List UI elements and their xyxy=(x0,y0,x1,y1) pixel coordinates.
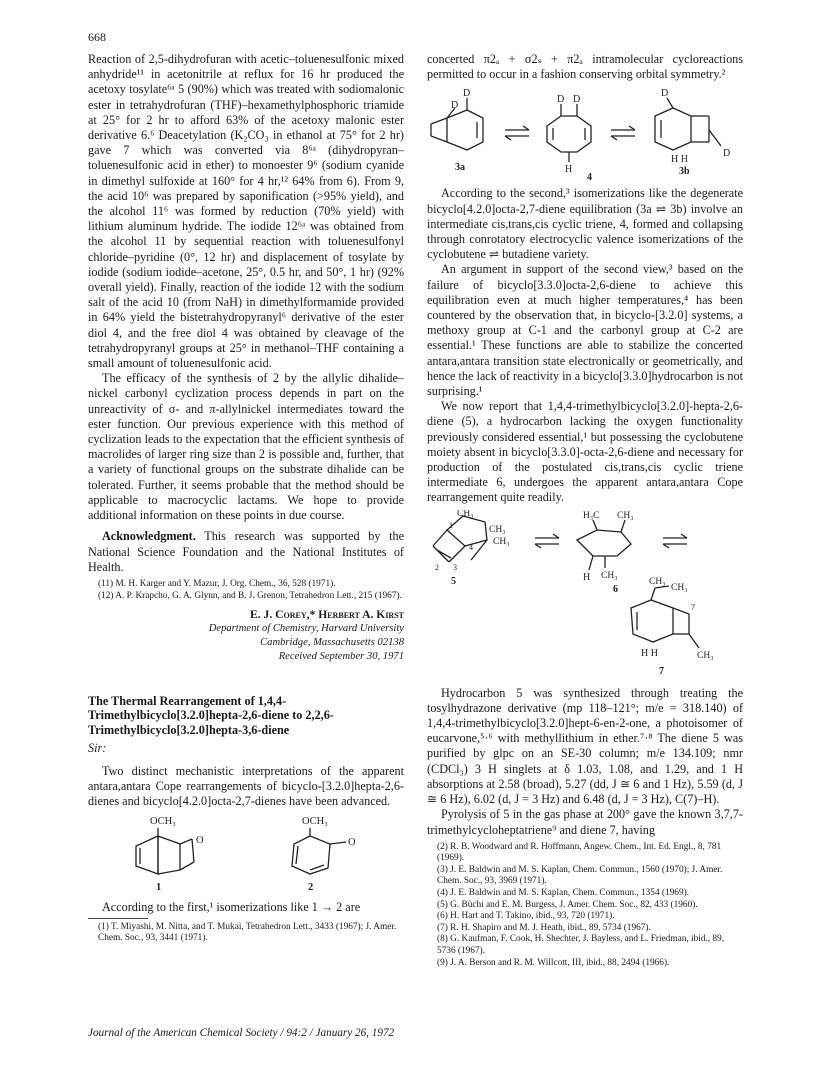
fig3-h3c: H₃C xyxy=(583,510,600,521)
footnote-1: (1) T. Miyashi, M. Nitta, and T. Mukai, Tetrahedron Lett., 3433 (1967); J. Amer. Chem. Soc., 93, 3441 (1971). xyxy=(98,921,397,944)
scheme-2-svg xyxy=(427,86,743,182)
right-paragraph-5: Hydrocarbon 5 was synthesized through treating the tosylhydrazone derivative (mp 118–121°; m/e = 318.140) of 1,4,4-trimethylbicyclo[3.2.0]hept-6-en-2-one, a photoisomer of eucarvone,⁵·⁶ with methyllithium in ether.⁷·⁸ The diene 5 was purified by glpc on an SE-30 column; m/e 134.109; nmr (CDCl₃) 3 H singlets at δ 1.03, 1.08, and 1.29, and 1 H absorptions at 2.58 (broad), 5.27 (dd, J ≅ 6 and 1 Hz), 5.59 (d, J ≅ 6 Hz), 6.02 (d, J = 3 Hz) and 6.48 (d, J = 3 Hz), C(7)–H). xyxy=(427,685,743,807)
fig2-d3: D xyxy=(557,94,565,106)
right-paragraph-6: Pyrolysis of 5 in the gas phase at 200° gave the known 3,7,7-trimethylcycloheptatriene⁹ and diene 7, having xyxy=(427,807,743,837)
footnote-8: (8) G. Kaufman, F. Cook, H. Shechter, J. Bayless, and L. Friedman, ibid., 89, 5736 (1967). xyxy=(437,934,725,957)
footnote-rule xyxy=(88,918,148,919)
footnote-5: (5) G. Büchi and E. M. Burgess, J. Amer. Chem. Soc., 82, 433 (1960). xyxy=(437,899,698,910)
salutation: Sir: xyxy=(88,740,107,755)
ack-text: This research was supported by the National Science Foundation and the National Institutes of Health. xyxy=(88,529,405,574)
signature xyxy=(88,608,404,664)
scheme-3-structures xyxy=(427,510,743,682)
och3-label-1: OCH₃ xyxy=(150,815,176,827)
right-paragraph-2: According to the second,³ isomerizations like the degenerate bicyclo[4.2.0]octa-2,7-diene equilibration (3a ⇌ 3b) involve an intermediate cis,trans,cis cyclic triene, 4, formed and collapsing through conrotatory electrocyclic valence isomerizations of the cyclobutene ⇌ butadiene variety. xyxy=(427,186,743,262)
scheme-2-structures xyxy=(427,86,743,182)
scheme-1-structures xyxy=(88,814,404,896)
footnotes-right xyxy=(427,842,743,970)
right-paragraph-3: An argument in support of the second view,³ based on the failure of bicyclo[3.3.0]octa-2,6-diene to achieve this equilibration even at much higher temperatures,⁴ has been countered by the observation that, in bicyclo-[3.2.0] systems, a methoxy group at C-1 and the carbonyl group at C-2 are essential.¹ These functions are able to stabilize the concerted antara,antara transition state electronically or geometrically, and hence the lack of reactivity in a bicyclo[3.3.0]hydrocarbon is not surprising.¹ xyxy=(427,262,743,399)
fig3-num-2: 2 xyxy=(435,562,439,572)
fig3-ch3-g: CH₃ xyxy=(671,582,688,593)
fig3-num-7: 7 xyxy=(691,602,695,612)
fig2-d4: D xyxy=(573,94,581,106)
page-number: 668 xyxy=(88,30,106,44)
fig3-num-3: 3 xyxy=(453,562,457,572)
signature-department: Department of Chemistry, Harvard University xyxy=(208,623,404,635)
footnote-12: (12) A. P. Krapcho, G. A. Glynn, and B. J. Grenon, Tetrahedron Lett., 215 (1967). xyxy=(98,590,402,601)
fig3-label-5: 5 xyxy=(451,575,456,587)
och3-label-2: OCH₃ xyxy=(302,815,328,827)
fig3-h: H xyxy=(583,571,591,583)
fig3-num-1: 1 xyxy=(449,520,453,530)
journal-footer: Journal of the American Chemical Society / 94:2 / January 26, 1972 xyxy=(88,1027,395,1039)
right-paragraph-4: We now report that 1,4,4-trimethylbicyclo[3.2.0]-hepta-2,6-diene (5), a hydrocarbon lacking the oxygen functionality previously considered essential,¹ but possessing the cyclobutene moiety absent in bicyclo[3.3.0]-octa-2,6-diene and necessary for production of the postulated cis,trans,cis cyclic triene intermediate 6, undergoes the apparent antara,antara Cope rearrangement quite readily. xyxy=(427,399,743,505)
fig3-num-4: 4 xyxy=(469,542,473,552)
o-label-2: O xyxy=(348,836,356,848)
footnote-7: (7) R. H. Shapiro and M. J. Heath, ibid., 89, 5734 (1967). xyxy=(437,922,651,933)
fig3-ch3-c: CH₃ xyxy=(493,536,510,547)
fig3-ch3-f: CH₃ xyxy=(649,576,666,587)
signature-authors: E. J. Corey,* Herbert A. Kirst xyxy=(250,608,404,622)
compound-label-2: 2 xyxy=(308,881,314,893)
footnotes-left-top xyxy=(88,579,404,602)
footnote-4: (4) J. E. Baldwin and M. S. Kaplan, Chem. Commun., 1354 (1969). xyxy=(437,888,690,899)
fig3-ch3-d: CH₃ xyxy=(617,510,634,521)
fig2-d6: D xyxy=(723,148,731,160)
scheme-1-svg xyxy=(88,814,404,896)
ack-heading: Acknowledgment. xyxy=(102,529,196,544)
acknowledgment xyxy=(88,529,404,575)
compound-label-1: 1 xyxy=(156,881,162,893)
fig2-label-3b: 3b xyxy=(679,166,690,178)
footnote-11: (11) M. H. Karger and Y. Mazur, J. Org. Chem., 36, 528 (1971). xyxy=(98,578,336,589)
fig3-ch3-b: CH₃ xyxy=(489,524,506,535)
fig2-d5: D xyxy=(661,88,669,100)
fig3-label-7: 7 xyxy=(659,665,664,677)
fig3-label-6: 6 xyxy=(613,583,618,595)
footnote-6: (6) H. Hart and T. Takino, ibid., 93, 720 (1971). xyxy=(437,911,615,922)
left-paragraph-4: According to the first,¹ isomerizations like 1 → 2 are xyxy=(102,899,361,914)
fig2-label-4: 4 xyxy=(587,172,592,183)
fig3-ch3-h: CH₃ xyxy=(697,650,714,661)
fig3-ch3-e: CH₃ xyxy=(601,570,618,581)
footnote-2: (2) R. B. Woodward and R. Hoffmann, Angew. Chem., Int. Ed. Engl., 8, 781 (1969). xyxy=(437,841,722,864)
o-label-1: O xyxy=(196,834,204,846)
left-paragraph-1: Reaction of 2,5-dihydrofuran with acetic–toluenesulfonic mixed anhydride¹¹ in acetonitrile at reflux for 16 hr produced the acetoxy tosylate⁶ᵃ 5 (90%) which was treated with sodiomalonic ester in tetrahydrofuran (THF)–hexamethylphosphoric triamide at 25° for 2 hr to afford 63% of the acetoxy malonic ester derivative 6.⁶ Deacetylation (K₂CO₃ in ethanol at 75° for 2 hr) gave 7 which was converted via 8⁶ᵃ (dihydropyran–toluenesulfonic acid in ether) to monoester 9⁶ (sodium cyanide in dimethyl sulfoxide at 160° for 4 hr,¹² 64% from 6). From 9, the acid 10⁶ was prepared by saponification (>95% yield), and the alcohol 11⁶ was formed by reduction (70% yield) with lithium aluminum hydride. The iodide 12⁶ᵃ was obtained from the alcohol 11 by sequential reaction with toluenesulfonyl chloride–pyridine (0°, 12 hr) and displacement of tosylate by iodide (sodium iodide–acetone, 25°, 0.5 hr, and 50°, 1 hr) (92% overall yield). Finally, reaction of the iodide 12 with the sodium salt of the acid 10 (from NaH) in dimethylformamide provided in 64% yield the bistetrahydropyranyl⁶ derivative of the ester diol 4, and the free diol 4 was obtained by cleavage of the tetrahydropyranyl groups at 25° in methanol–THF containing a small amount of toluenesulfonic acid. xyxy=(88,52,404,371)
footnote-9: (9) J. A. Berson and R. M. Willcott, III, ibid., 88, 2494 (1966). xyxy=(437,957,670,968)
signature-city: Cambridge, Massachusetts 02138 xyxy=(260,637,404,649)
scheme-3-svg xyxy=(427,510,743,682)
fig2-hh: H H xyxy=(671,154,688,166)
left-paragraph-3: Two distinct mechanistic interpretations of the apparent antara,antara Cope rearrangements of bicyclo-[3.2.0]hepta-2,6-dienes and bicyclo[4.2.0]octa-2,7-dienes have been advanced. xyxy=(88,763,404,809)
left-paragraph-2: The efficacy of the synthesis of 2 by the allylic dihalide–nickel carbonyl cyclization process depends in part on the unreactivity of σ- and π-allylnickel intermediates toward the ester function. Our previous experience with this method of cyclization leads to the expectation that the efficient synthesis of macrolides of larger ring size than 2 is possible and, further, that a variety of functional groups on the substrate dihalide can be tolerated. Further, it seems probable that the method should be applicable to macrocyclic lactams. We hope to provide additional information on these points in due course. xyxy=(88,371,404,523)
fig3-ch3-a: CH₃ xyxy=(457,509,474,519)
fig3-hh: H H xyxy=(641,647,658,659)
right-column xyxy=(427,52,743,969)
fig2-d1: D xyxy=(463,88,471,100)
fig2-h: H xyxy=(565,164,573,176)
fig2-label-3a: 3a xyxy=(455,162,465,174)
footnote-3: (3) J. E. Baldwin and M. S. Kaplan, Chem. Commun., 1560 (1970); J. Amer. Chem. Soc., 93, 3969 (1971). xyxy=(437,864,723,887)
fig2-d2: D xyxy=(451,100,459,112)
article-title: The Thermal Rearrangement of 1,4,4-Trimethylbicyclo[3.2.0]hepta-2,6-diene to 2,2,6-Trimethylbicyclo[3.2.0]hepta-3,6-diene xyxy=(88,694,334,737)
left-column xyxy=(88,52,404,945)
received-date: Received September 30, 1971 xyxy=(278,651,404,663)
right-paragraph-1: concerted π2ₐ + σ2ₛ + π2ₐ intramolecular cycloreactions permitted to occur in a fashion conserving orbital symmetry.² xyxy=(427,52,743,82)
